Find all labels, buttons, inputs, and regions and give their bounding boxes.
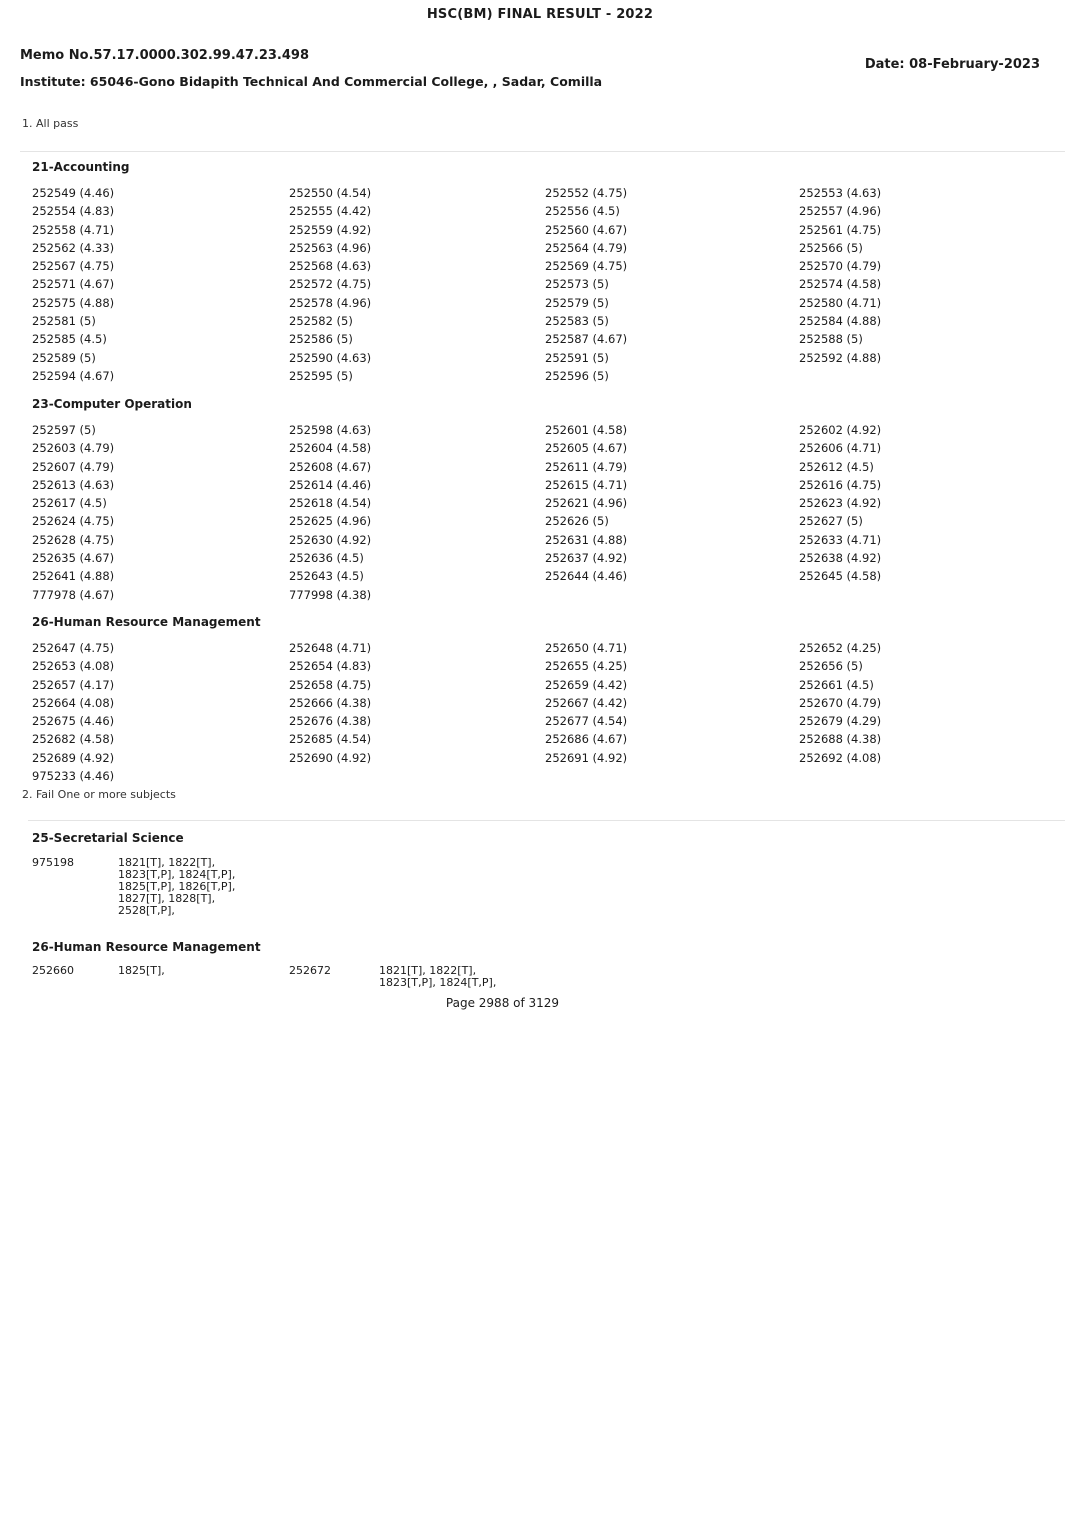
- pass-entry: 252596 (5): [545, 368, 609, 383]
- pass-entry: 252572 (4.75): [289, 277, 372, 292]
- pass-entry: 252604 (4.58): [289, 441, 372, 456]
- pass-entry: 252561 (4.75): [799, 222, 882, 237]
- pass-entry: 252594 (4.67): [32, 368, 115, 383]
- pass-entry: 252655 (4.25): [545, 659, 628, 674]
- pass-entry: 252573 (5): [545, 277, 609, 292]
- pass-entry: 252621 (4.96): [545, 496, 628, 511]
- pass-entry: 252592 (4.88): [799, 350, 882, 365]
- pass-entry: 252650 (4.71): [545, 641, 628, 655]
- fail-group-title-secretarial-science: 25-Secretarial Science: [32, 831, 184, 845]
- pass-entry: 252676 (4.38): [289, 714, 372, 729]
- pass-entry: 252647 (4.75): [32, 641, 115, 655]
- pass-entry: 252648 (4.71): [289, 641, 372, 655]
- pass-entry: 252641 (4.88): [32, 569, 115, 584]
- pass-entry: 252670 (4.79): [799, 695, 882, 710]
- pass-entry: 252657 (4.17): [32, 677, 115, 692]
- pass-entry: 252611 (4.79): [545, 459, 628, 474]
- pass-entry: 252630 (4.92): [289, 532, 372, 547]
- pass-entry: 252584 (4.88): [799, 314, 882, 329]
- pass-entry: 252601 (4.58): [545, 423, 628, 437]
- pass-entry: 252580 (4.71): [799, 295, 882, 310]
- group-title-accounting: 21-Accounting: [32, 160, 130, 174]
- pass-entry: 252568 (4.63): [289, 259, 372, 274]
- pass-entry: 252638 (4.92): [799, 551, 882, 566]
- pass-entry: 252653 (4.08): [32, 659, 115, 674]
- pass-entry: 252652 (4.25): [799, 641, 882, 655]
- pass-entry: 252578 (4.96): [289, 295, 372, 310]
- all-pass-heading: 1. All pass: [22, 117, 79, 130]
- pass-grid-computer-operation: [32, 421, 1042, 604]
- pass-entry: 252661 (4.5): [799, 677, 874, 692]
- fail-subjects: 1821[T], 1822[T], 1823[T,P], 1824[T,P],: [379, 964, 497, 989]
- pass-entry: 252579 (5): [545, 295, 609, 310]
- pass-entry: 252654 (4.83): [289, 659, 372, 674]
- pass-entry: 252569 (4.75): [545, 259, 628, 274]
- pass-entry: 252628 (4.75): [32, 532, 115, 547]
- pass-entry: 252686 (4.67): [545, 732, 628, 747]
- pass-entry: 252626 (5): [545, 514, 609, 529]
- pass-entry: 252618 (4.54): [289, 496, 372, 511]
- pass-entry: 252667 (4.42): [545, 695, 628, 710]
- pass-entry: 252637 (4.92): [545, 551, 628, 566]
- group-title-computer-operation: 23-Computer Operation: [32, 397, 192, 411]
- pass-entry: 777978 (4.67): [32, 587, 115, 602]
- pass-entry: 252595 (5): [289, 368, 353, 383]
- pass-entry: 252606 (4.71): [799, 441, 882, 456]
- pass-entry: 252571 (4.67): [32, 277, 115, 292]
- pass-entry: 252631 (4.88): [545, 532, 628, 547]
- pass-entry: 252690 (4.92): [289, 750, 372, 765]
- pass-entry: 252586 (5): [289, 332, 353, 347]
- pass-entry: 252613 (4.63): [32, 477, 115, 492]
- pass-entry: 252679 (4.29): [799, 714, 882, 729]
- pass-entry: 252567 (4.75): [32, 259, 115, 274]
- pass-entry: 252645 (4.58): [799, 569, 882, 584]
- pass-entry: 252607 (4.79): [32, 459, 115, 474]
- pass-entry: 252685 (4.54): [289, 732, 372, 747]
- page-number: Page 2988 of 3129: [445, 996, 560, 1010]
- pass-entry: 252555 (4.42): [289, 204, 372, 219]
- pass-entry: 252558 (4.71): [32, 222, 115, 237]
- pass-entry: 252625 (4.96): [289, 514, 372, 529]
- pass-entry: 252659 (4.42): [545, 677, 628, 692]
- pass-entry: 252633 (4.71): [799, 532, 882, 547]
- pass-entry: 252614 (4.46): [289, 477, 372, 492]
- section-divider: [28, 820, 1065, 821]
- pass-entry: 975233 (4.46): [32, 769, 115, 784]
- pass-grid-human-resource-management: [32, 639, 1042, 785]
- pass-entry: 252656 (5): [799, 659, 863, 674]
- pass-entry: 252556 (4.5): [545, 204, 620, 219]
- result-date: Date: 08-February-2023: [864, 57, 1040, 72]
- pass-entry: 252562 (4.33): [32, 240, 115, 255]
- pass-entry: 252616 (4.75): [799, 477, 882, 492]
- pass-entry: 252664 (4.08): [32, 695, 115, 710]
- pass-entry: 252582 (5): [289, 314, 353, 329]
- pass-entry: 252608 (4.67): [289, 459, 372, 474]
- pass-entry: 252605 (4.67): [545, 441, 628, 456]
- pass-entry: 252581 (5): [32, 314, 96, 329]
- pass-entry: 252566 (5): [799, 240, 863, 255]
- memo-number: Memo No.57.17.0000.302.99.47.23.498: [20, 48, 309, 63]
- pass-entry: 252692 (4.08): [799, 750, 882, 765]
- section-divider: [20, 151, 1065, 152]
- pass-entry: 252549 (4.46): [32, 186, 115, 200]
- pass-entry: 252587 (4.67): [545, 332, 628, 347]
- pass-entry: 252574 (4.58): [799, 277, 882, 292]
- pass-entry: 252688 (4.38): [799, 732, 882, 747]
- pass-entry: 252675 (4.46): [32, 714, 115, 729]
- fail-roll-number: 252672: [289, 964, 331, 977]
- fail-subjects: 1825[T],: [118, 964, 165, 977]
- fail-group-title-human-resource-management: 26-Human Resource Management: [32, 940, 261, 954]
- fail-heading: 2. Fail One or more subjects: [22, 788, 176, 801]
- pass-entry: 252612 (4.5): [799, 459, 874, 474]
- fail-roll-number: 975198: [32, 856, 74, 869]
- pass-entry: 252559 (4.92): [289, 222, 372, 237]
- pass-entry: 252617 (4.5): [32, 496, 107, 511]
- pass-entry: 252644 (4.46): [545, 569, 628, 584]
- pass-entry: 252588 (5): [799, 332, 863, 347]
- pass-entry: 252598 (4.63): [289, 423, 372, 437]
- pass-entry: 252689 (4.92): [32, 750, 115, 765]
- pass-entry: 252553 (4.63): [799, 186, 882, 200]
- pass-entry: 252666 (4.38): [289, 695, 372, 710]
- pass-entry: 252597 (5): [32, 423, 96, 437]
- pass-entry: 252635 (4.67): [32, 551, 115, 566]
- pass-entry: 252658 (4.75): [289, 677, 372, 692]
- pass-entry: 252557 (4.96): [799, 204, 882, 219]
- pass-entry: 252563 (4.96): [289, 240, 372, 255]
- pass-entry: 252677 (4.54): [545, 714, 628, 729]
- pass-entry: 252603 (4.79): [32, 441, 115, 456]
- pass-entry: 252691 (4.92): [545, 750, 628, 765]
- pass-entry: 252615 (4.71): [545, 477, 628, 492]
- pass-entry: 252570 (4.79): [799, 259, 882, 274]
- pass-entry: 252564 (4.79): [545, 240, 628, 255]
- pass-entry: 252560 (4.67): [545, 222, 628, 237]
- group-title-human-resource-management: 26-Human Resource Management: [32, 615, 261, 629]
- pass-entry: 252583 (5): [545, 314, 609, 329]
- pass-entry: 777998 (4.38): [289, 587, 372, 602]
- pass-entry: 252682 (4.58): [32, 732, 115, 747]
- institute-name: Institute: 65046-Gono Bidapith Technical And Commercial College, , Sadar, Comilla: [20, 74, 603, 89]
- pass-entry: 252550 (4.54): [289, 186, 372, 200]
- pass-entry: 252585 (4.5): [32, 332, 107, 347]
- pass-entry: 252575 (4.88): [32, 295, 115, 310]
- fail-subjects: 1821[T], 1822[T], 1823[T,P], 1824[T,P], 1825[T,P], 1826[T,P], 1827[T], 1828[T], 2528[T,P],: [118, 856, 236, 917]
- pass-entry: 252627 (5): [799, 514, 863, 529]
- pass-entry: 252552 (4.75): [545, 186, 628, 200]
- document-title: HSC(BM) FINAL RESULT - 2022: [426, 7, 654, 22]
- pass-entry: 252623 (4.92): [799, 496, 882, 511]
- pass-entry: 252591 (5): [545, 350, 609, 365]
- pass-entry: 252602 (4.92): [799, 423, 882, 437]
- pass-entry: 252554 (4.83): [32, 204, 115, 219]
- pass-entry: 252624 (4.75): [32, 514, 115, 529]
- pass-entry: 252589 (5): [32, 350, 96, 365]
- pass-entry: 252636 (4.5): [289, 551, 364, 566]
- pass-entry: 252643 (4.5): [289, 569, 364, 584]
- pass-entry: 252590 (4.63): [289, 350, 372, 365]
- fail-roll-number: 252660: [32, 964, 74, 977]
- pass-grid-accounting: [32, 184, 1042, 385]
